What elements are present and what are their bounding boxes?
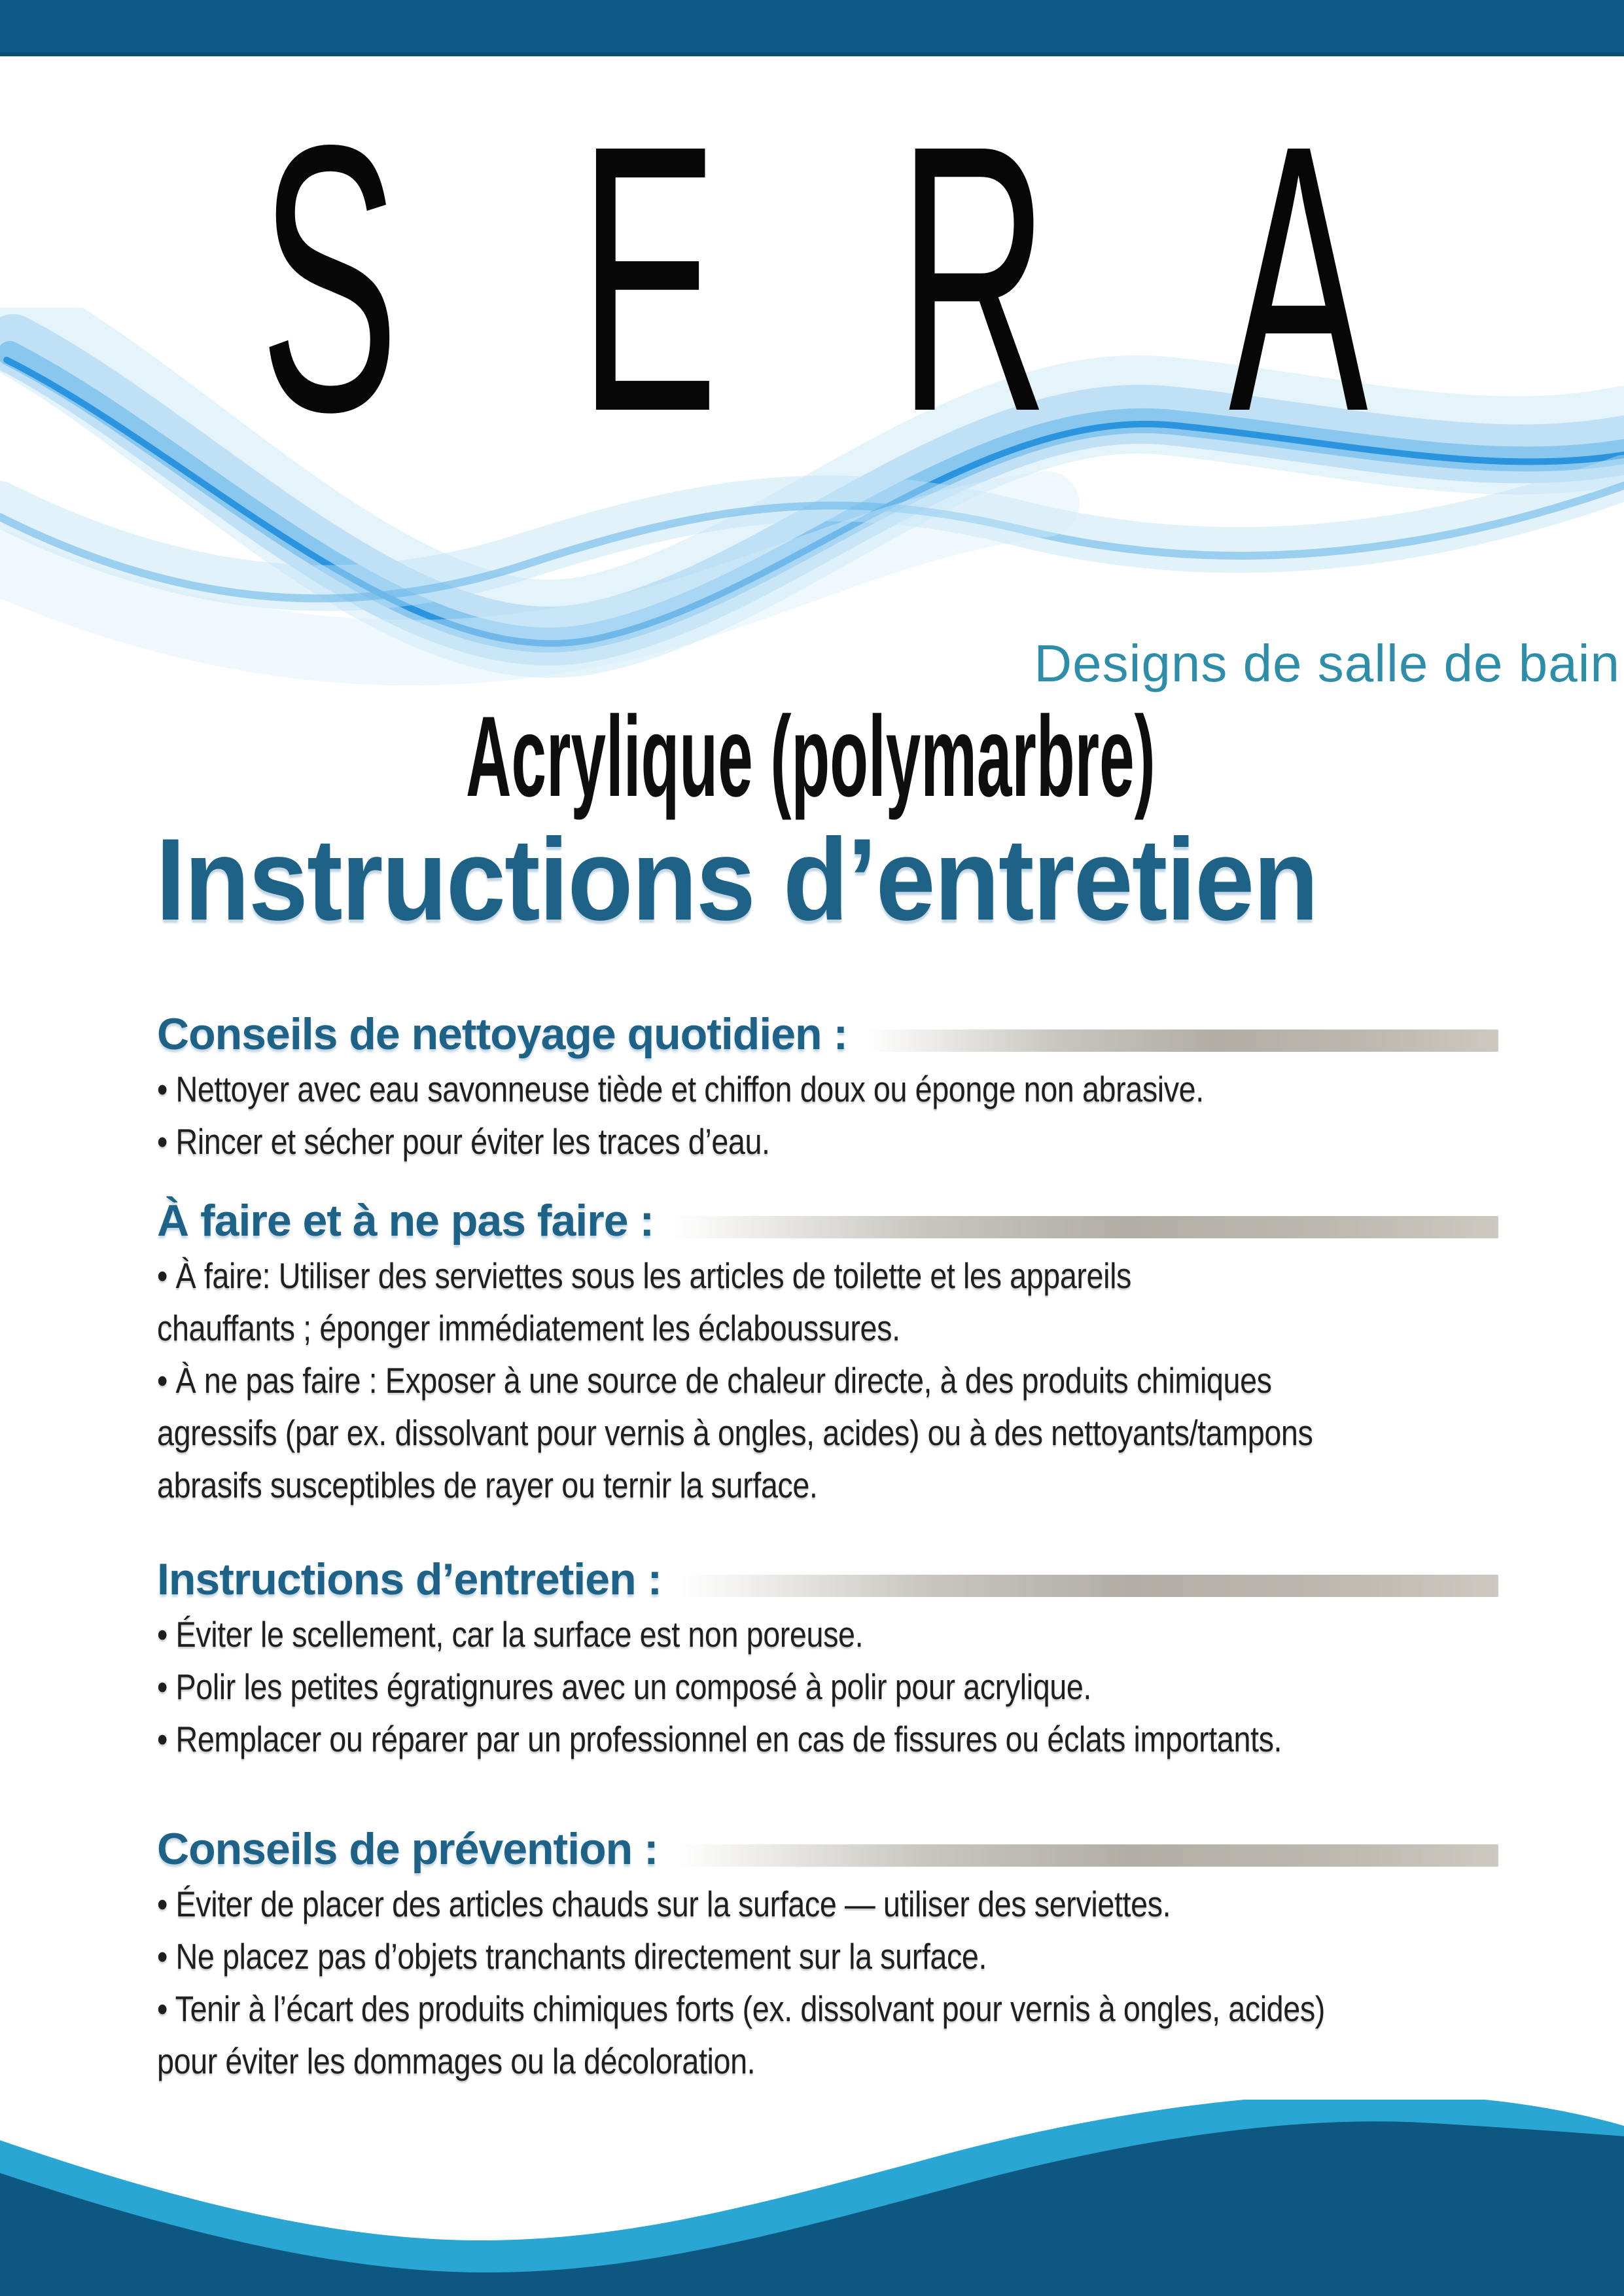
bullet-line: • Polir les petites égratignures avec un composé à polir pour acrylique. [157,1666,1091,1707]
bullet-list [157,1608,1498,1765]
section [157,1553,1498,1765]
heading-underline-bar [678,1844,1498,1867]
bullet-line: • Remplacer ou réparer par un professionnel en cas de fissures ou éclats importants. [157,1719,1282,1759]
section-heading: Instructions d’entretien : [157,1554,662,1604]
section-heading-row [157,1823,1498,1875]
brand-logo: SERA [260,66,1548,490]
bullet-line: pour éviter les dommages ou la décoloration. [157,2041,756,2081]
heading-underline-bar [681,1575,1498,1597]
section-heading-row [157,1194,1498,1247]
bullet-line: • Éviter de placer des articles chauds sur la surface — utiliser des serviettes. [157,1884,1171,1924]
bullet-line: • Rincer et sécher pour éviter les traces d’eau. [157,1121,770,1162]
top-color-bar [0,0,1624,56]
bullet-line: • Éviter le scellement, car la surface est non poreuse. [157,1614,864,1655]
bullet-line: • À faire: Utiliser des serviettes sous les articles de toilette et les appareils [157,1255,1132,1296]
section [157,1823,1498,2087]
material-subtitle: Acrylique (polymarbre) [466,693,1156,821]
bullet-line: abrasifs susceptibles de rayer ou ternir la surface. [157,1465,818,1505]
bullet-line: chauffants ; éponger immédiatement les éclaboussures. [157,1308,900,1348]
section-heading-row [157,1008,1498,1060]
section [157,1194,1498,1511]
bullet-line: • Tenir à l’écart des produits chimiques forts (ex. dissolvant pour vernis à ongles, acides) [157,1988,1325,2029]
bullet-list [157,1063,1498,1168]
heading-underline-bar [673,1216,1498,1238]
bullet-list [157,1878,1498,2087]
bullet-line: agressifs (par ex. dissolvant pour vernis à ongles, acides) ou à des nettoyants/tampons [157,1412,1313,1453]
bullet-line: • Nettoyer avec eau savonneuse tiède et chiffon doux ou éponge non abrasive. [157,1069,1204,1109]
bullet-line: • Ne placez pas d’objets tranchants directement sur la surface. [157,1936,987,1977]
section-heading: Conseils de prévention : [157,1824,658,1874]
brand-tagline: Designs de salle de bain [1034,634,1620,692]
page-title: Instructions d’entretien [156,814,1318,944]
footer-wave-graphic [0,2100,1624,2296]
section [157,1008,1498,1168]
bullet-line: • À ne pas faire : Exposer à une source de chaleur directe, à des produits chimiques [157,1360,1272,1401]
section-heading: Conseils de nettoyage quotidien : [157,1009,848,1059]
section-heading: À faire et à ne pas faire : [157,1196,654,1246]
bullet-list [157,1249,1498,1511]
section-heading-row [157,1553,1498,1605]
heading-underline-bar [867,1030,1498,1052]
